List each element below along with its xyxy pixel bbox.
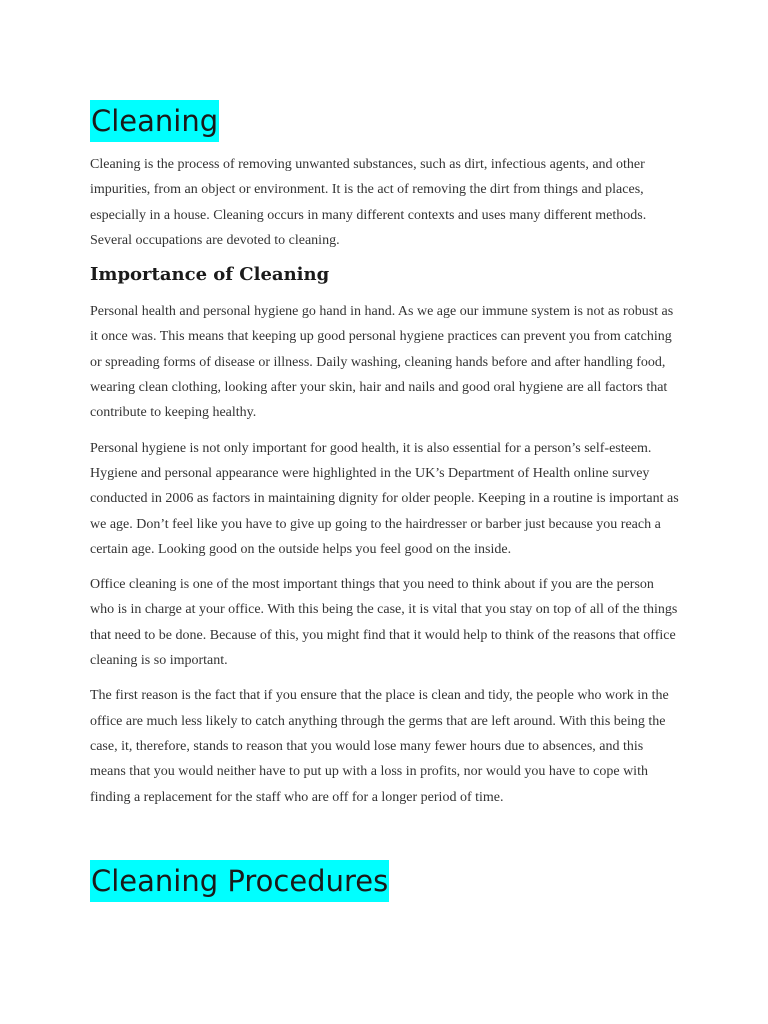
paragraph-office-cleaning: Office cleaning is one of the most important things that you need to think about if you are the person who is in charge at your office. With this being the case, it is vital that you stay on top of all of the things that need to be done. Because of this, you might find that it would help to think of the reasons that office cleaning is so important. [90,577,678,669]
heading-wrapper [90,100,680,142]
paragraph-first-reason: The first reason is the fact that if you ensure that the place is clean and tidy, the people who work in the office are much less likely to catch anything through the germs that are left around. With this being the case, it, therefore, stands to reason that you would lose many fewer hours due to absences, and this means that you would neither have to put up with a loss in profits, nor would you have to cope with finding a replacement for the staff who are off for a longer period of time. [90,688,669,805]
paragraph-personal-health: Personal health and personal hygiene go hand in hand. As we age our immune system is not as robust as it once was. This means that keeping up good personal hygiene practices can prevent you from catching or spreading forms of disease or illness. Daily washing, cleaning hands before and after handling food, wearing clean clothing, looking after your skin, hair and nails and good oral hygiene are all factors that contribute to keeping healthy. [90,304,674,421]
heading-wrapper [90,860,680,902]
paragraph-self-esteem: Personal hygiene is not only important for good health, it is also essential for a person’s self-esteem. Hygiene and personal appearance were highlighted in the UK’s Department of Health online survey conducted in 2006 as factors in maintaining dignity for older people. Keeping in a routine is important as we age. Don’t feel like you have to give up going to the hairdresser or barber just because you reach a certain age. Looking good on the outside helps you feel good on the inside. [90,440,679,557]
document-page [90,100,680,902]
subheading-importance: Importance of Cleaning [90,264,330,286]
heading-cleaning-procedures: Cleaning Procedures [90,860,389,902]
heading-cleaning: Cleaning [90,100,219,142]
paragraph-definition: Cleaning is the process of removing unwanted substances, such as dirt, infectious agents, and other impurities, from an object or environment. It is the act of removing the dirt from things and places, especially in a house. Cleaning occurs in many different contexts and uses many different methods. Several occupations are devoted to cleaning. [90,157,647,248]
